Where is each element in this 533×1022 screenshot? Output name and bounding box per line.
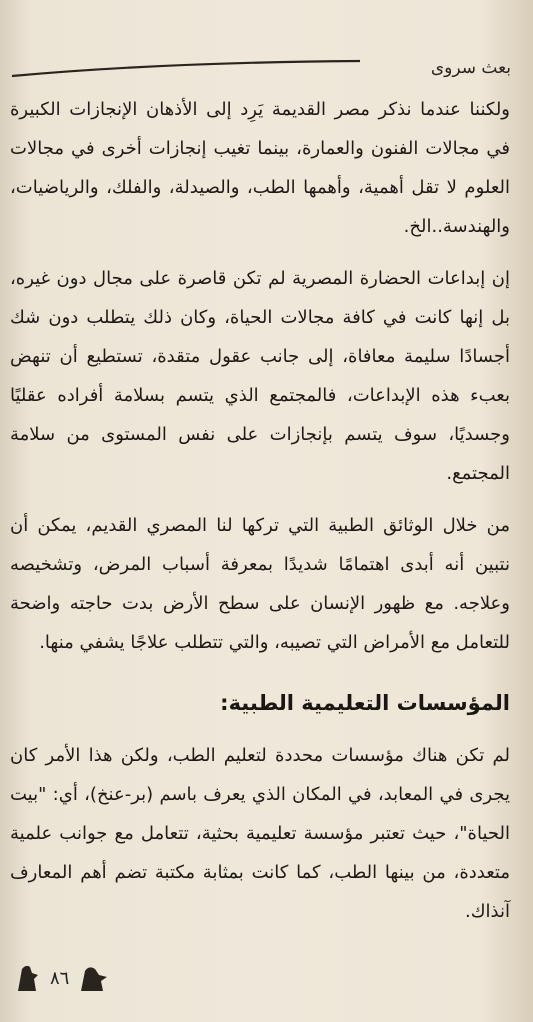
paragraph-1: ولكننا عندما نذكر مصر القديمة يَرِد إلى الأذهان الإنجازات الكبيرة في مجالات الفنون والعمارة، بينما تغيب إنجازات أخرى في مجالات العلوم لا تقل أهمية، وأهمها الطب، والصيدلة، والفلك، والرياضيات، والهندسة..الخ. <box>10 99 510 237</box>
page-body <box>10 90 510 931</box>
paragraph-4: لم تكن هناك مؤسسات محددة لتعليم الطب، ولكن هذا الأمر كان يجرى في المعابد، في المكان الذي يعرف باسم (بر-عنخ)، أي: "بيت الحياة"، حيث تعتبر مؤسسة تعليمية بحثية، تتعامل مع جوانب علمية متعددة، من بينها الطب، كما كانت بمثابة مكتبة تضم أهم المعارف آنذاك. <box>10 745 510 922</box>
hieroglyph-bird-icon <box>77 961 111 995</box>
header-divider <box>10 58 362 84</box>
running-header: بعث سروى <box>430 58 511 78</box>
paragraph-2: إن إبداعات الحضارة المصرية لم تكن قاصرة على مجال دون غيره، بل إنها كانت في كافة مجالات الحياة، وكان ذلك يتطلب دون شك أجسادًا سليمة معافاة، إلى جانب عقول متقدة، تستطيع أن تنهض بعبء هذه الإبداعات، فالمجتمع الذي يتسم بسلامة أفراده عقليًا وجسديًا، سوف يتسم بإنجازات على نفس المستوى من سلامة المجتمع. <box>10 268 510 484</box>
section-heading: المؤسسات التعليمية الطبية: <box>220 691 510 715</box>
paragraph-3: من خلال الوثائق الطبية التي تركها لنا المصري القديم، يمكن أن نتبين أنه أبدى اهتمامًا شديدًا بمعرفة أسباب المرض، وتشخيصه وعلاجه. مع ظهور الإنسان على سطح الأرض بدت حاجته واضحة للتعامل مع الأمراض التي تصيبه، والتي تتطلب علاجًا يشفي منها. <box>10 515 510 653</box>
page-number: ٨٦ <box>50 967 70 989</box>
hieroglyph-owl-icon <box>12 961 42 995</box>
page-footer <box>12 958 132 998</box>
